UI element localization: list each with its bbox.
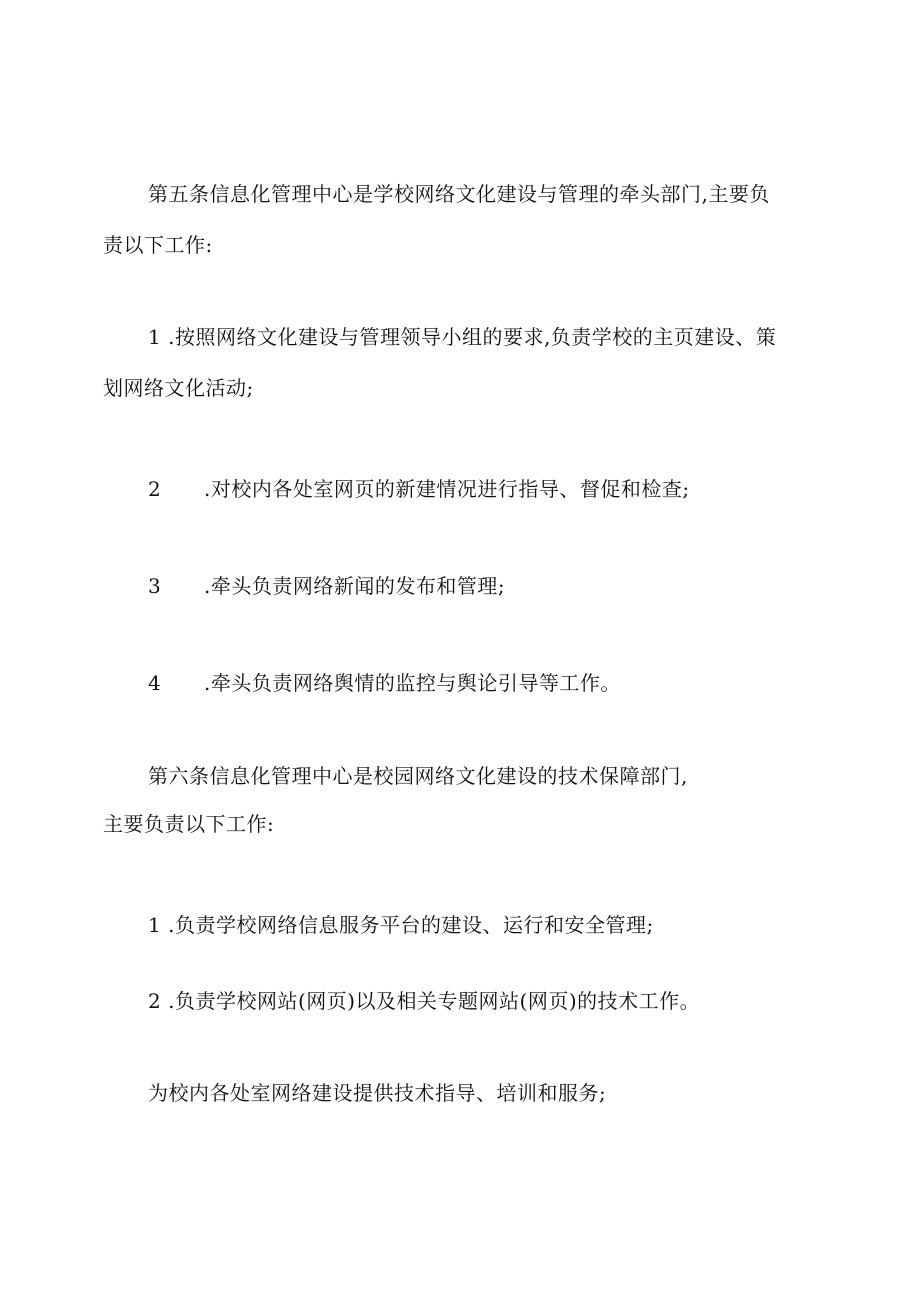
article5-item1-line1 — [148, 323, 776, 351]
closing-line: 为校内各处室网络建设提供技术指导、培训和服务; — [148, 1081, 607, 1105]
article5-line2: 责以下工作: — [103, 233, 213, 257]
item-text: .负责学校网络信息服务平台的建设、运行和安全管理; — [168, 913, 654, 937]
article6-item2 — [148, 987, 700, 1015]
article6-item1 — [148, 911, 654, 939]
item-text: .牵头负责网络新闻的发布和管理; — [204, 574, 506, 598]
item-number: 1 — [148, 913, 162, 937]
article6-line2: 主要负责以下工作: — [103, 812, 275, 836]
article5-item2 — [148, 475, 690, 503]
article5-item4 — [148, 669, 621, 697]
item-number: 2 — [148, 477, 162, 501]
article5-line1: 第五条信息化管理中心是学校网络文化建设与管理的牵头部门,主要负 — [148, 182, 770, 206]
item-text: .牵头负责网络舆情的监控与舆论引导等工作。 — [204, 671, 621, 695]
article6-line1: 第六条信息化管理中心是校园网络文化建设的技术保障部门, — [148, 764, 688, 788]
item-text: .按照网络文化建设与管理领导小组的要求,负责学校的主页建设、策 — [168, 325, 777, 349]
item-number: 3 — [148, 574, 162, 598]
item-text: .对校内各处室网页的新建情况进行指导、督促和检查; — [204, 477, 690, 501]
item-number: 1 — [148, 325, 162, 349]
item-number: 4 — [148, 671, 162, 695]
item-number: 2 — [148, 989, 162, 1013]
item-text: .负责学校网站(网页)以及相关专题网站(网页)的技术工作。 — [168, 989, 701, 1013]
article5-item1-line2: 划网络文化活动; — [103, 376, 254, 400]
article5-item3 — [148, 572, 505, 600]
